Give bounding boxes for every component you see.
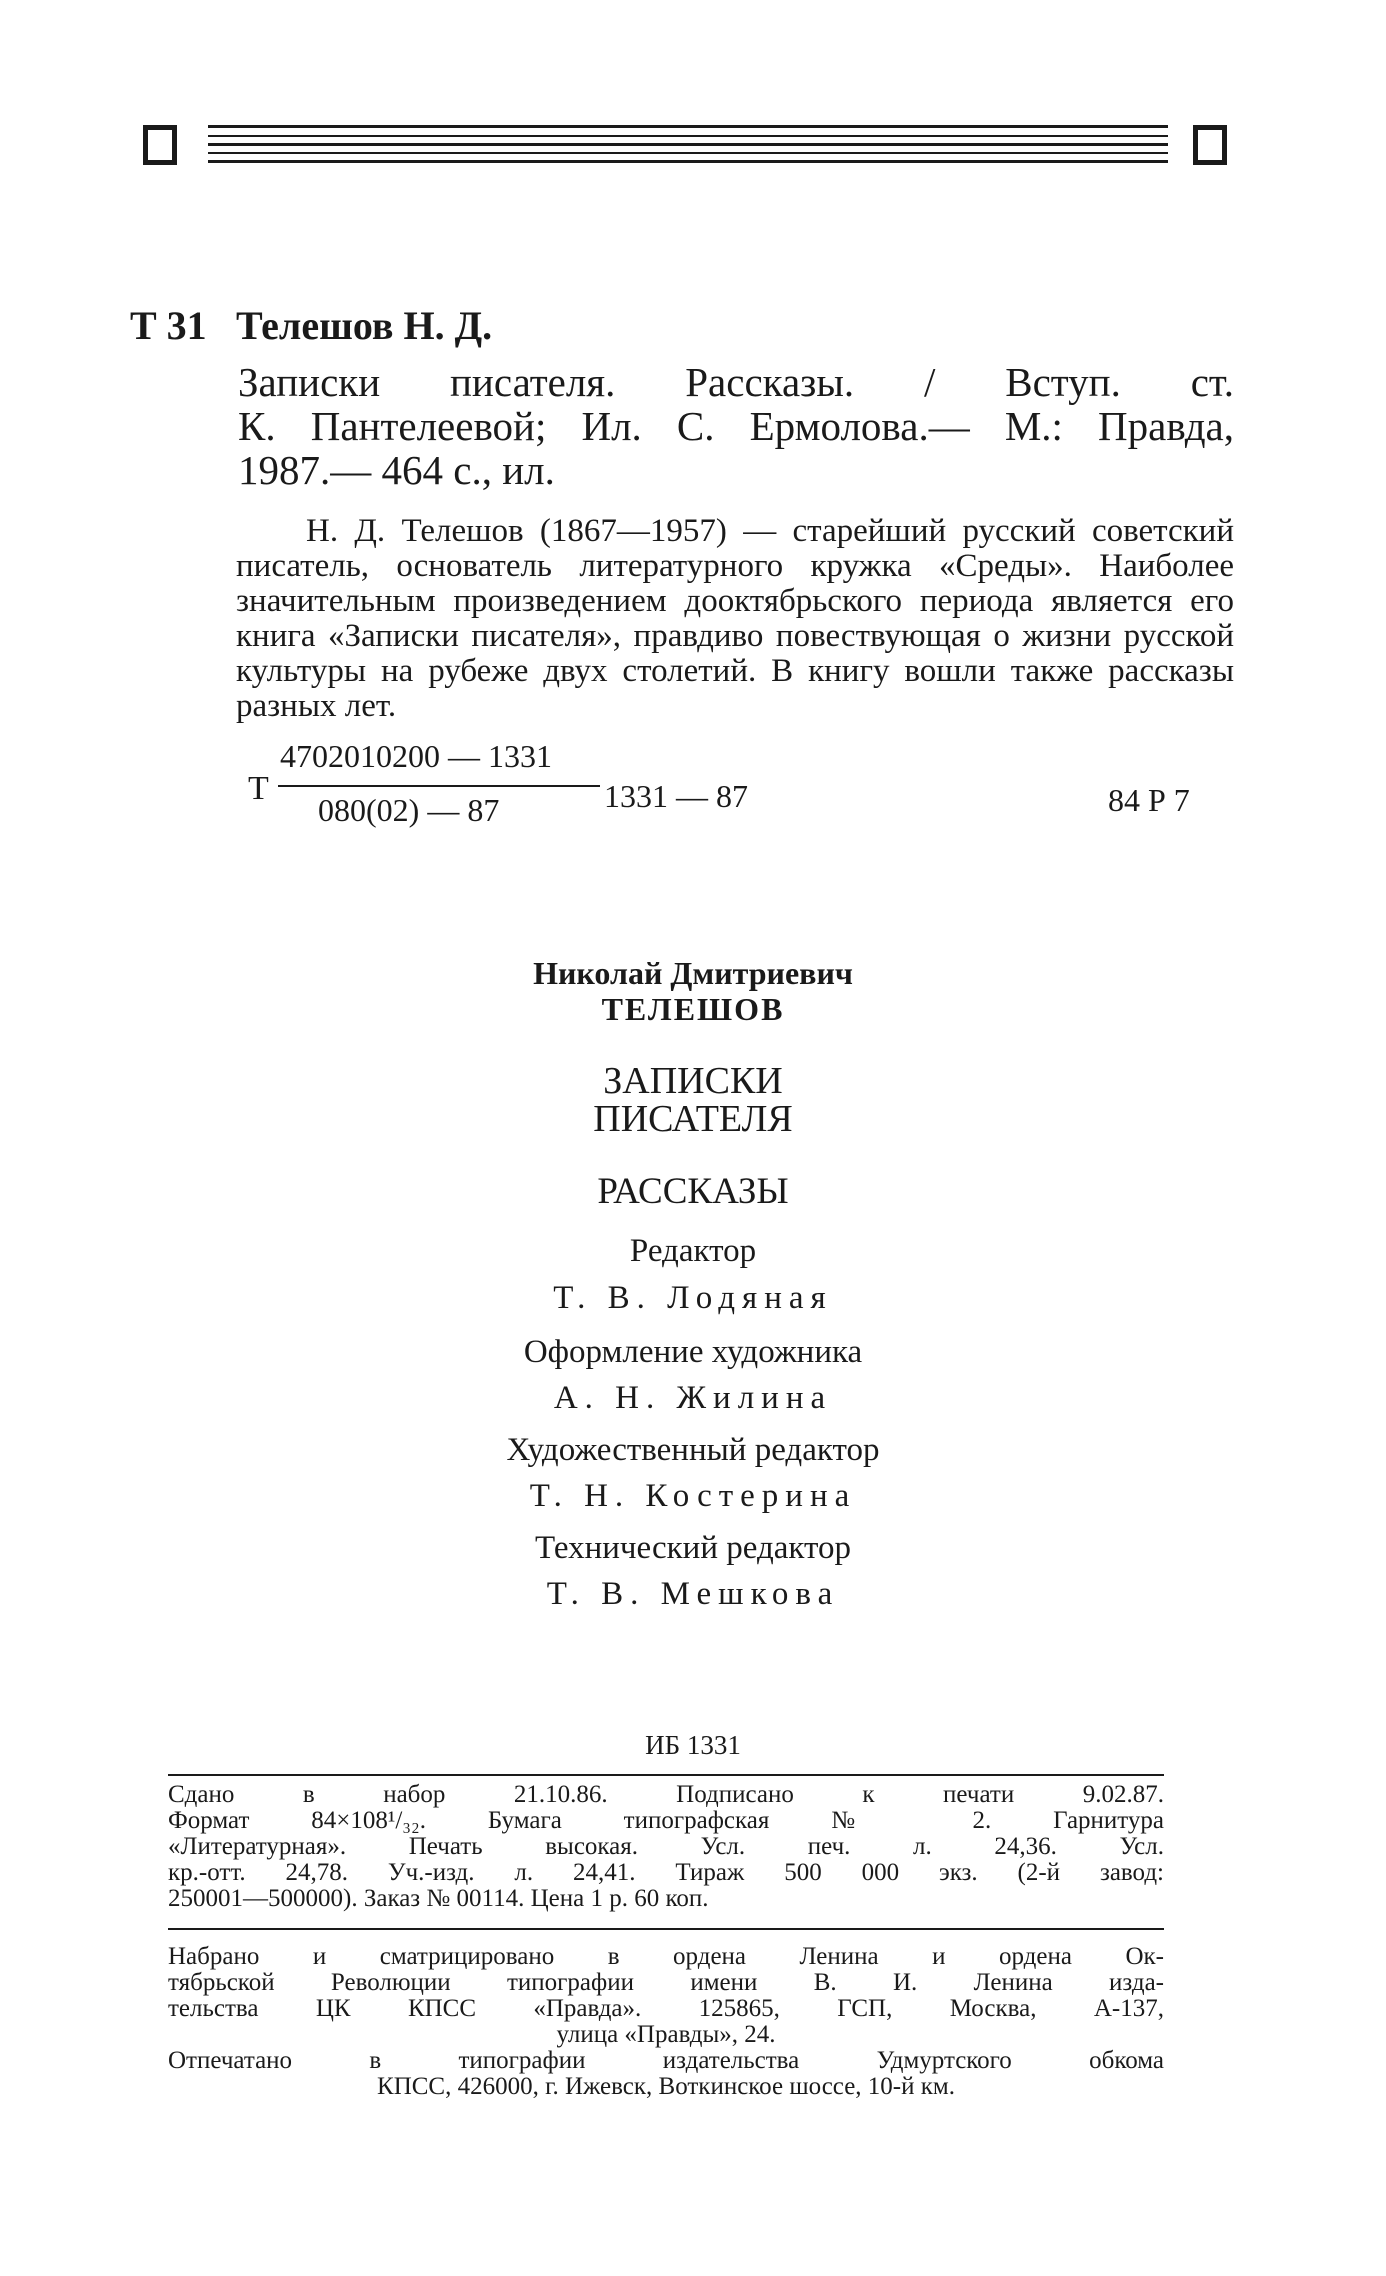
imprint-line: Сдано в набор 21.10.86. Подписано к печати 9.02.87.: [168, 1781, 1164, 1808]
ornament-rule: [208, 135, 1168, 137]
ornament-rule: [208, 125, 1168, 128]
credit-role: Художественный редактор: [506, 1432, 880, 1468]
printer-line: тябрьской Революции типографии имени В. И. Ленина изда-: [168, 1969, 1164, 1996]
credit-role: Оформление художника: [523, 1334, 863, 1370]
printer-line: КПСС, 426000, г. Ижевск, Воткинское шоссе, 10-й км.: [377, 2073, 955, 2100]
author-surname: ТЕЛЕШОВ: [601, 991, 785, 1027]
ornament-right-box: [1193, 125, 1227, 165]
classification-denominator: 080(02) — 87: [318, 792, 500, 828]
printer-line: Отпечатано в типографии издательства Удмуртского обкома: [168, 2047, 1164, 2074]
credit-person: Т. В. Лодяная: [553, 1280, 833, 1316]
bbk-code: 84 Р 7: [1108, 782, 1190, 818]
credit-person: А. Н. Жилина: [553, 1380, 833, 1416]
divider: [168, 1928, 1164, 1930]
classification-numerator: 4702010200 — 1331: [280, 738, 552, 774]
imprint-line: «Литературная». Печать высокая. Усл. печ. л. 24,36. Усл.: [168, 1833, 1164, 1860]
imprint-line: Формат 84×108¹/₃₂. Бумага типографская № 2. Гарнитура: [168, 1807, 1164, 1834]
ornament-rule: [208, 152, 1168, 154]
printer-line: улица «Правды», 24.: [556, 2021, 776, 2048]
ornament-left-box: [143, 125, 177, 165]
ib-number: ИБ 1331: [645, 1730, 741, 1760]
fraction-bar: [278, 785, 600, 787]
imprint-line: 250001—500000). Заказ № 00114. Цена 1 р. 60 коп.: [168, 1885, 709, 1912]
catalog-author: Телешов Н. Д.: [236, 303, 493, 348]
book-title: [0, 1062, 1386, 1138]
author-name: Николай Дмитриевич: [533, 955, 853, 991]
book-genre: РАССКАЗЫ: [597, 1171, 789, 1212]
divider: [168, 1774, 1164, 1776]
catalog-description-line: Записки писателя. Рассказы. / Вступ. ст.: [238, 359, 1234, 405]
book-title-line: ЗАПИСКИ: [603, 1060, 783, 1102]
ornament-rule: [208, 160, 1168, 163]
classification-suffix: 1331 — 87: [604, 778, 748, 814]
catalog-description: [238, 360, 1234, 492]
ornament-rule: [208, 143, 1168, 146]
credit-role: Редактор: [629, 1233, 757, 1269]
imprint-line: кр.-отт. 24,78. Уч.-изд. л. 24,41. Тираж 500 000 экз. (2-й завод:: [168, 1859, 1164, 1886]
printer-line: Набрано и сматрицировано в ордена Ленина и ордена Ок-: [168, 1943, 1164, 1970]
book-title-line: ПИСАТЕЛЯ: [593, 1098, 793, 1140]
imprint-block: [168, 1782, 1164, 1912]
credit-role: Технический редактор: [535, 1530, 851, 1566]
printer-block: [168, 1944, 1164, 2100]
printer-line: тельства ЦК КПСС «Правда». 125865, ГСП, Москва, А-137,: [168, 1995, 1164, 2022]
catalog-index: Т 31: [130, 303, 207, 348]
credit-person: Т. Н. Костерина: [529, 1478, 857, 1514]
classification-letter: Т: [248, 770, 269, 807]
catalog-annotation: Н. Д. Телешов (1867—1957) — старейший русский советский писатель, основатель литературного кружка «Среды». Наиболее значительным произведением дооктябрьского периода является его книга «Записки писателя», правдиво повествующая о жизни русской культуры на рубеже двух столетий. В книгу вошли также рассказы разных лет.: [236, 513, 1234, 724]
catalog-description-line: 1987.— 464 с., ил.: [238, 447, 555, 493]
catalog-description-line: К. Пантелеевой; Ил. С. Ермолова.— М.: Правда,: [238, 403, 1234, 449]
credit-person: Т. В. Мешкова: [546, 1576, 840, 1612]
